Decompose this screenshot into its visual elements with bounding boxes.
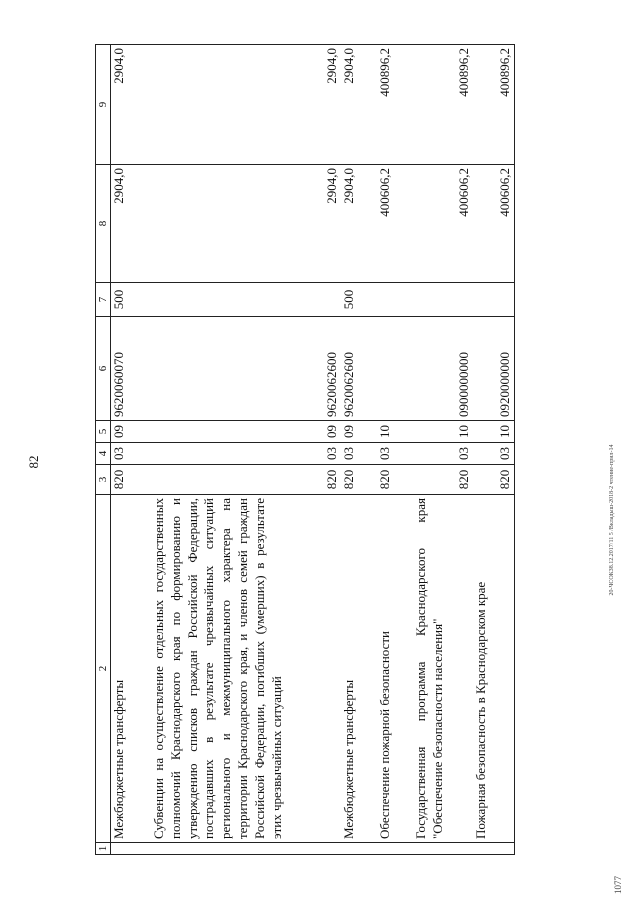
header-col-2: 2 [96,495,111,843]
row-col-4: 03 [341,443,377,465]
row-name: Межбюджетные трансферты [341,495,377,843]
row-col-9: 2904,0 [151,45,341,165]
row-col-5: 10 [377,421,413,443]
row-col-4: 03 [377,443,413,465]
row-col-4: 03 [151,443,341,465]
row-col-5: 09 [111,421,151,443]
row-col-7 [377,283,413,317]
row-col-7 [473,283,515,317]
row-col-5: 09 [151,421,341,443]
header-col-4: 4 [96,443,111,465]
row-col-7: 500 [341,283,377,317]
row-col-9: 400896,2 [377,45,413,165]
row-col-8: 400606,2 [473,165,515,283]
row-col-3: 820 [413,465,473,495]
row-name: Пожарная безопасность в Краснодарском крае [473,495,515,843]
row-col-4: 03 [111,443,151,465]
row-col-1 [341,843,377,855]
row-col-4: 03 [413,443,473,465]
header-col-8: 8 [96,165,111,283]
header-col-1: 1 [96,843,111,855]
header-col-5: 5 [96,421,111,443]
row-col-3: 820 [473,465,515,495]
row-col-7: 500 [111,283,151,317]
header-col-3: 3 [96,465,111,495]
table-row [341,45,377,855]
row-col-4: 03 [473,443,515,465]
table-row [473,45,515,855]
row-col-9: 400896,2 [413,45,473,165]
row-name: Государственная программа Краснодарского края "Обеспечение безопасности населения" [413,495,473,843]
row-col-6: 9620062600 [341,317,377,421]
row-name: Межбюджетные трансферты [111,495,151,843]
row-col-9: 400896,2 [473,45,515,165]
row-col-5: 10 [413,421,473,443]
row-col-3: 820 [341,465,377,495]
header-col-9: 9 [96,45,111,165]
corner-page-number: 1077 [613,876,623,894]
header-col-6: 6 [96,317,111,421]
row-col-8: 400606,2 [377,165,413,283]
row-col-3: 820 [151,465,341,495]
table-row [377,45,413,855]
page-number: 82 [26,455,41,469]
row-col-6: 9620060070 [111,317,151,421]
row-col-5: 09 [341,421,377,443]
row-col-6: 0900000000 [413,317,473,421]
row-col-1 [151,843,341,855]
table-row [413,45,473,855]
row-col-1 [413,843,473,855]
document-footer-code: 20-ЧСОКЗ8.12.2017/11 5 /Вкладыш-2018-2 чтение-прил-14 [609,444,615,596]
table-row [111,45,151,855]
row-col-6: 0920000000 [473,317,515,421]
row-col-1 [377,843,413,855]
row-col-3: 820 [111,465,151,495]
header-col-7: 7 [96,283,111,317]
row-col-6: 9620062600 [151,317,341,421]
row-col-9: 2904,0 [111,45,151,165]
row-name: Обеспечение пожарной безопасности [377,495,413,843]
table-row [151,45,341,855]
header-row [96,45,111,855]
row-col-8: 2904,0 [341,165,377,283]
row-col-5: 10 [473,421,515,443]
row-col-8: 400606,2 [413,165,473,283]
row-col-1 [111,843,151,855]
row-col-6 [377,317,413,421]
row-col-1 [473,843,515,855]
row-name: Субвенции на осуществление отдельных государственных полномочий Краснодарского края по формированию и утверждению списков граждан Российской Федерации, пострадавших в результате чрезвычайных ситуаций регионального и межмуниципального характера на территории Краснодарского края, и членов семей граждан Российской Федерации, погибших (умерших) в результате этих чрезвычайных ситуаций [151,495,341,843]
row-col-3: 820 [377,465,413,495]
row-col-8: 2904,0 [151,165,341,283]
row-col-7 [413,283,473,317]
row-col-9: 2904,0 [341,45,377,165]
budget-table [95,44,515,855]
row-col-8: 2904,0 [111,165,151,283]
row-col-7 [151,283,341,317]
rotated-table-container [95,45,555,855]
